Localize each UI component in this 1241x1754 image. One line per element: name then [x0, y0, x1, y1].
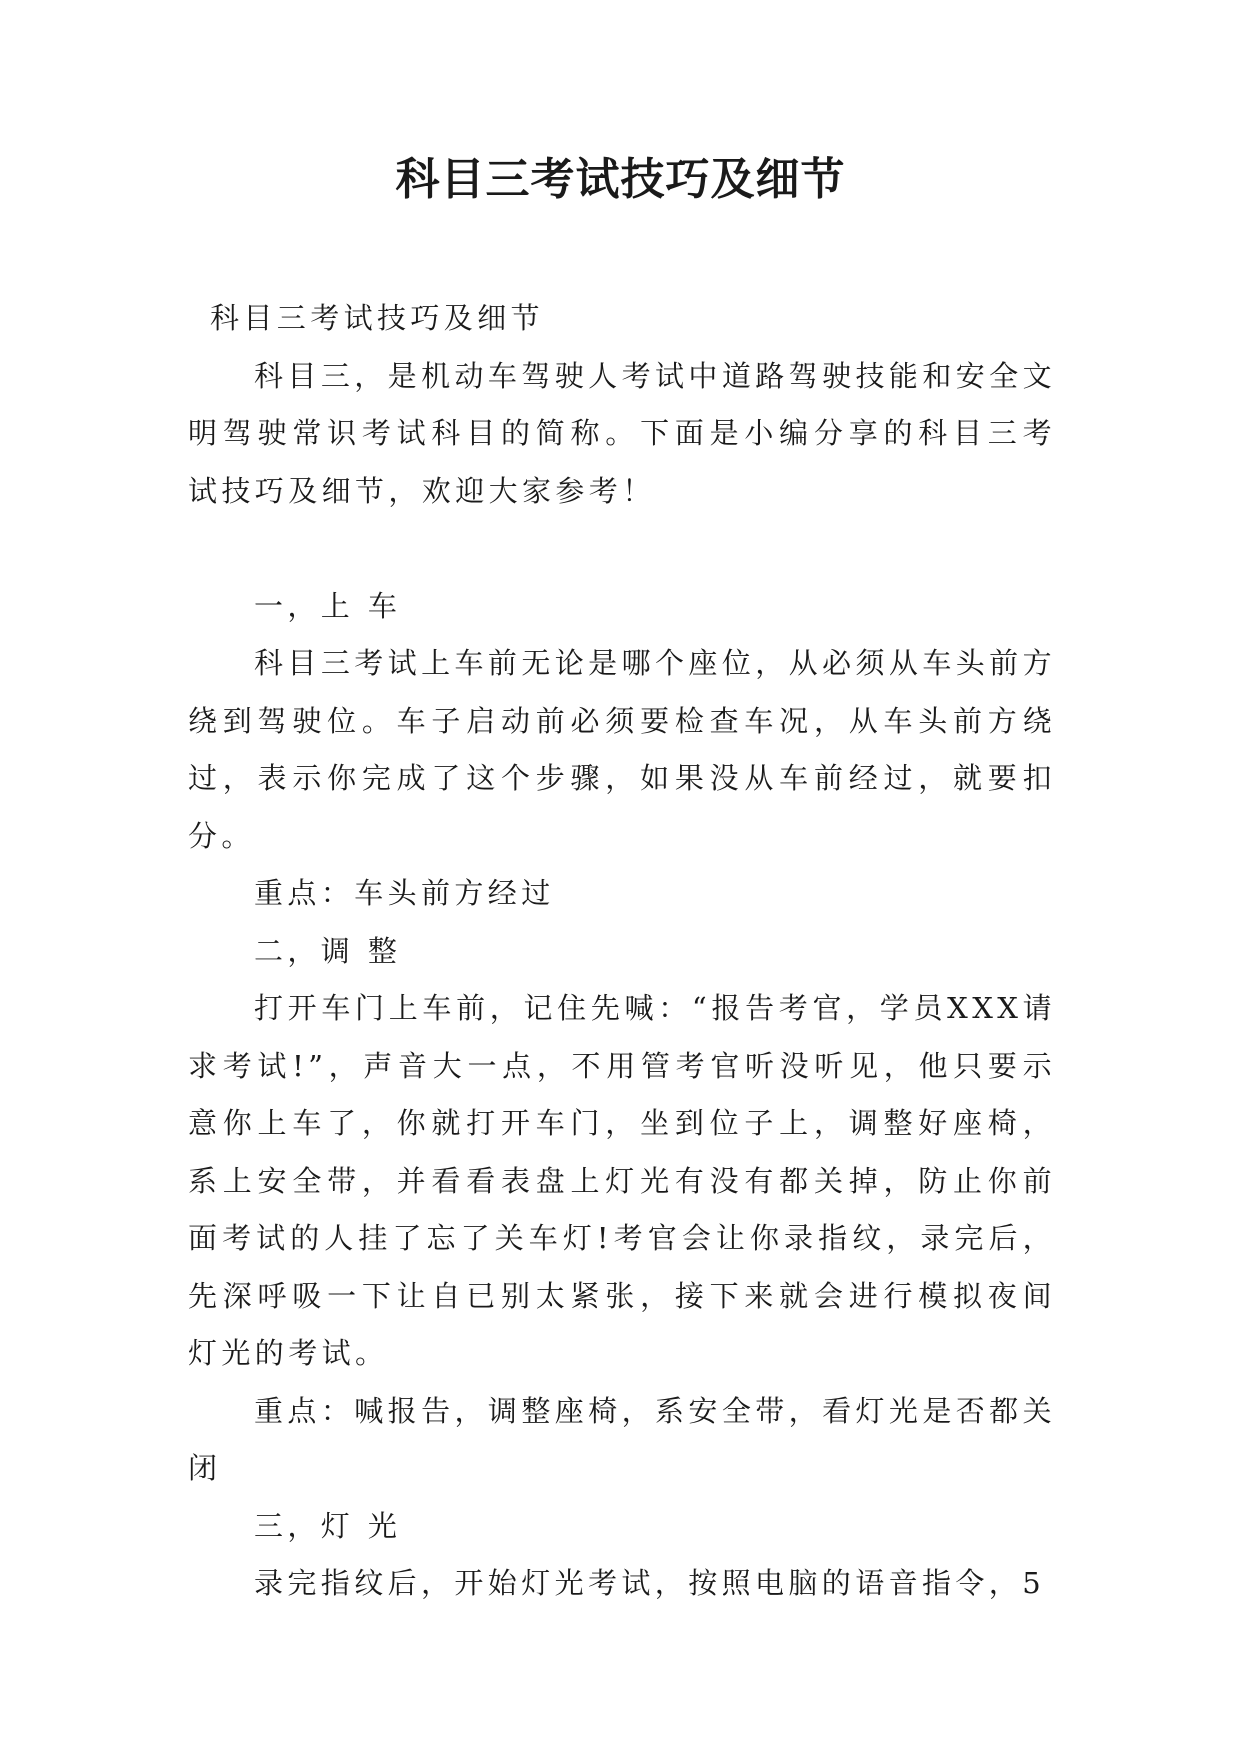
section-heading-boarding: 一，上 车 [254, 588, 402, 623]
boarding-key-point: 重点：车头前方经过 [254, 876, 555, 910]
section-heading-adjust: 二，调 整 [254, 933, 402, 968]
lights-paragraph: 录完指纹后，开始灯光考试，按照电脑的语音指令，5 [254, 1566, 1046, 1600]
document-subtitle: 科目三考试技巧及细节 [210, 301, 545, 335]
section-heading-lights: 三，灯 光 [254, 1508, 402, 1543]
adjust-key-point: 重点：喊报告，调整座椅，系安全带，看灯光是否都关闭 [188, 1393, 1056, 1485]
document-title: 科目三考试技巧及细节 [395, 154, 846, 205]
adjust-paragraph: 打开车门上车前，记住先喊：“报告考官，学员XXX请求考试!”，声音大一点，不用管考官听没听见，他只要示意你上车了，你就打开车门，坐到位子上，调整好座椅，系上安全带，并看看表盘上灯光有没有都关掉，防止你前面考试的人挂了忘了关车灯!考官会让你录指纹，录完后，先深呼吸一下让自已别太紧张，接下来就会进行模拟夜间灯光的考试。 [188, 991, 1056, 1370]
document-body [188, 290, 1056, 1613]
intro-paragraph: 科目三，是机动车驾驶人考试中道路驾驶技能和安全文明驾驶常识考试科目的简称。下面是小编分享的科目三考试技巧及细节，欢迎大家参考！ [188, 358, 1056, 508]
boarding-paragraph: 科目三考试上车前无论是哪个座位，从必须从车头前方绕到驾驶位。车子启动前必须要检查车况，从车头前方绕过，表示你完成了这个步骤，如果没从车前经过，就要扣分。 [188, 646, 1056, 853]
paragraph-spacer [188, 520, 1056, 578]
